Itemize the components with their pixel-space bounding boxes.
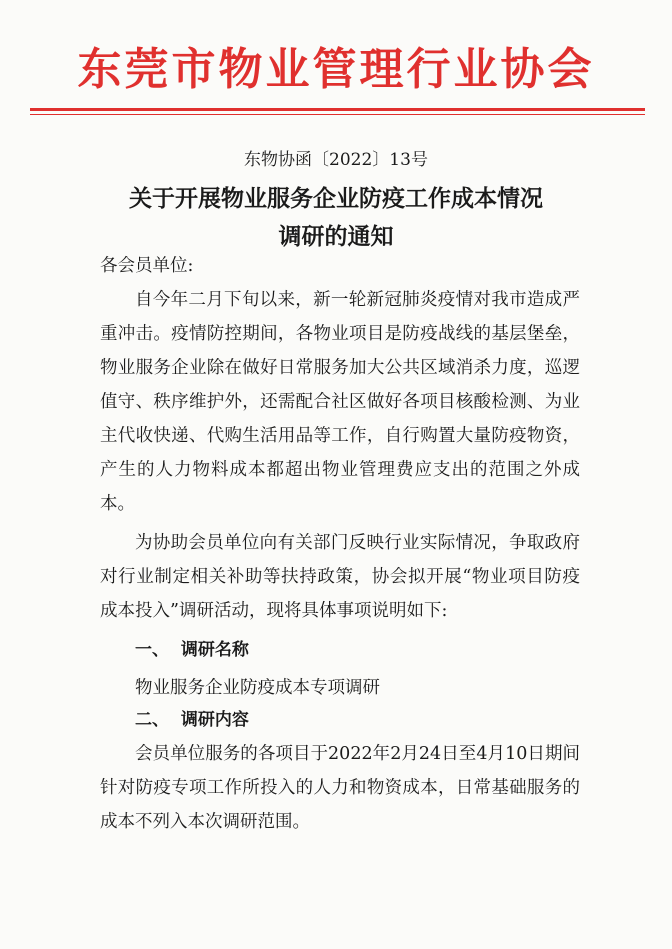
document-title-line-1: 关于开展物业服务企业防疫工作成本情况 <box>129 186 543 212</box>
body-paragraph-2: 为协助会员单位向有关部门反映行业实际情况，争取政府对行业制定相关补助等扶持政策，协会拟开展“物业项目防疫成本投入”调研活动，现将具体事项说明如下: <box>100 533 580 621</box>
section-1-body: 物业服务企业防疫成本专项调研 <box>135 678 380 698</box>
organization-letterhead: 东莞市物业管理行业协会 <box>77 44 595 95</box>
section-1-heading: 一、 调研名称 <box>135 640 249 660</box>
document-title-line-2: 调研的通知 <box>278 224 394 250</box>
section-2-body: 会员单位服务的各项目于2022年2月24日至4月10日期间针对防疫专项工作所投入的人力和物资成本，日常基础服务的成本不列入本次调研范围。 <box>100 744 580 832</box>
document-title <box>60 180 612 256</box>
salutation: 各会员单位: <box>100 256 194 276</box>
header-divider-thin <box>30 114 645 115</box>
header-divider-thick <box>30 108 645 111</box>
document-number: 东物协函〔2022〕13号 <box>244 150 428 170</box>
body-paragraph-1: 自今年二月下旬以来，新一轮新冠肺炎疫情对我市造成严重冲击。疫情防控期间，各物业项目是防疫战线的基层堡垒，物业服务企业除在做好日常服务加大公共区域消杀力度，巡逻值守、秩序维护外，还需配合社区做好各项目核酸检测、为业主代收快递、代购生活用品等工作，自行购置大量防疫物资，产生的人力物料成本都超出物业管理费应支出的范围之外成本。 <box>100 290 580 514</box>
section-2-heading: 二、 调研内容 <box>135 710 249 730</box>
